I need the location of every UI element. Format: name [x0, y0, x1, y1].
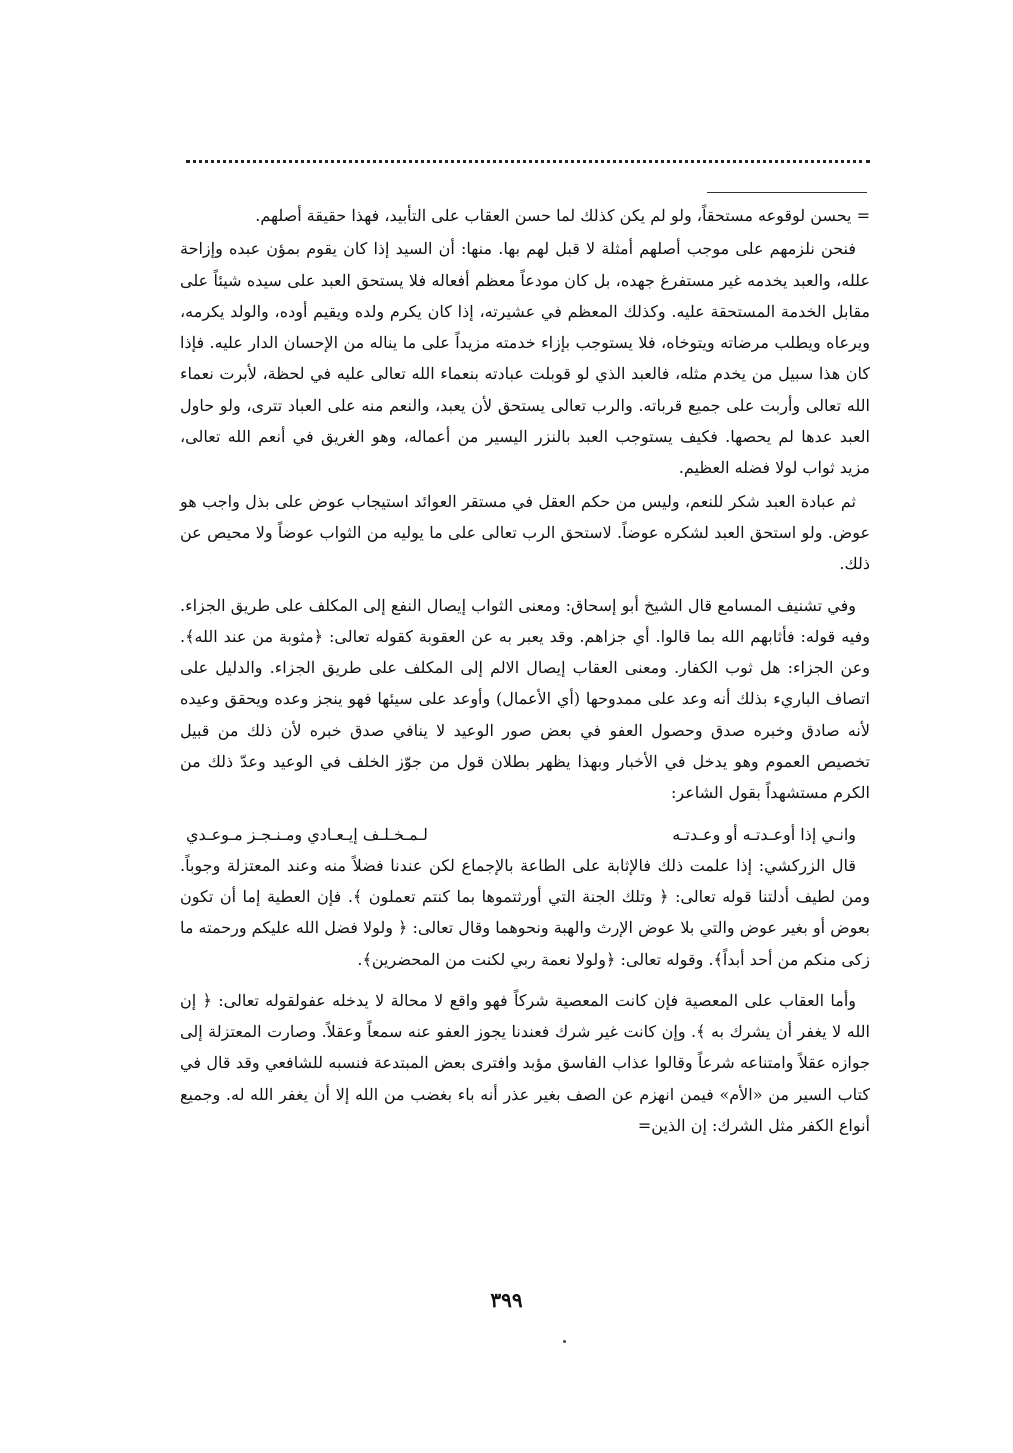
paragraph-gap [180, 582, 870, 590]
paragraph-gap [180, 977, 870, 985]
verse-second-hemistich: لـمـخـلـف إيـعـادي ومـنـجـز مـوعـدي [186, 824, 428, 844]
paragraph-4: قال الزركشي: إذا علمت ذلك فالإثابة على الطاعة بالإجماع لكن عندنا فضلاً منه وعند المعتزلة وجوباً. ومن لطيف أدلتنا قوله تعالى: ﴿ وتلك الجنة التي أورثتموها بما كنتم تعملون ﴾. فإن العطية إما أن تكون بعوض أو بغير عوض والتي بلا عوض الإرث والهبة ونحوهما وقال تعالى: ﴿ ولولا فضل الله عليكم ورحمته ما زكى منكم من أحد أبداً﴾. وقوله تعالى: ﴿ولولا نعمة ربي لكنت من المحضرين﴾. [180, 855, 870, 969]
verse-first-hemistich: وانـي إذا أوعـدتـه أو وعـدتـه [672, 824, 856, 844]
paragraph-5: وأما العقاب على المعصية فإن كانت المعصية شركاً فهو واقع لا محالة لا يدخله عفولقوله تعالى: ﴿ إن الله لا يغفر أن يشرك به ﴾. وإن كانت غير شرك فعندنا يجوز العفو عنه سمعاً وعقلاً. وصارت المعتزلة إلى جوازه عقلاً وامتناعه شرعاً وقالوا عذاب الفاسق مؤبد وافترى بعض المبتدعة فنسبه للشافعي وقد قال في كتاب السير من «الأم» فيمن انهزم عن الصف بغير عذر أنه باء بغضب من الله إلا أن يغفر الله له. وجميع أنواع الكفر مثل الشرك: إن الذين= [180, 990, 870, 1136]
paragraph-gap [180, 811, 870, 819]
print-speck [563, 1340, 566, 1343]
paragraph-1: فنحن نلزمهم على موجب أصلهم أمثلة لا قبل لهم بها. منها: أن السيد إذا كان يقوم بمؤن عبده وإزاحة علله، والعبد يخدمه غير مستفرغ جهده، بل كان مودعاً معظم أفعاله فلا يستحق العبد على سيده شيئاً على مقابل الخدمة المستحقة عليه. وكذلك المعظم في عشيرته، إذا كان يكرم ولده ويقيم أوده، والولد يكرمه، ويرعاه ويطلب مرضاته ويتوخاه، فلا يستوجب بإزاء خدمته مزيداً على ما يناله من الإحسان الدار عليه. فإذا كان هذا سبيل من يخدم مثله، فالعبد الذي لو قوبلت عبادته بنعماء الله تعالى عليه في لحظة، لأبرت نعماء الله تعالى وأربت على جميع قرباته. والرب تعالى يستحق لأن يعبد، والنعم منه على العباد تترى، ولو حاول العبد عدها لم يحصها. فكيف يستوجب العبد بالنزر اليسير من أعماله، وهو الغريق في أنعم الله تعالى، مزيد ثواب لولا فضله العظيم. [180, 239, 871, 478]
paragraph-3: وفي تشنيف المسامع قال الشيخ أبو إسحاق: ومعنى الثواب إيصال النفع إلى المكلف على طريق الجزاء. وفيه قوله: فأثابهم الله بما قالوا. أي جزاهم. وقد يعبر به عن العقوبة كقوله تعالى: ﴿مثوبة من عند الله﴾. وعن الجزاء: هل ثوب الكفار. ومعنى العقاب إيصال الالم إلى المكلف على طريق الجزاء. والدليل على اتصاف الباريء بذلك أنه وعد على ممدوحها (أي الأعمال) وأوعد على سيئها فهو ينجز وعده ويحقق وعيده لأنه صادق وخبره صدق وحصول العفو في بعض صور الوعيد لا ينافي صدق خبره لأن ذلك من قبيل تخصيص العموم وهو يدخل في الأخبار وبهذا يظهر بطلان قول من جوّز الخلف في الوعيد وعدّ ذلك من الكرم مستشهداً بقول الشاعر: [180, 595, 870, 803]
footnote-separator-rule [707, 192, 867, 193]
page-number: ٣٩٩ [490, 1288, 523, 1312]
poetry-verse [180, 819, 870, 850]
body-text [180, 200, 870, 1143]
header-dotted-rule [186, 160, 870, 163]
paragraph-2: ثم عبادة العبد شكر للنعم، وليس من حكم العقل في مستقر العوائد استيجاب عوض على بذل واجب هو عوض. ولو استحق العبد لشكره عوضاً. لاستحق الرب تعالى على ما يوليه من الثواب عوضاً ولا محيص عن ذلك. [180, 491, 870, 574]
footnote-continuation: = يحسن لوقوعه مستحقاً، ولو لم يكن كذلك لما حسن العقاب على التأبيد، فهذا حقيقة أصلهم. [255, 206, 870, 225]
